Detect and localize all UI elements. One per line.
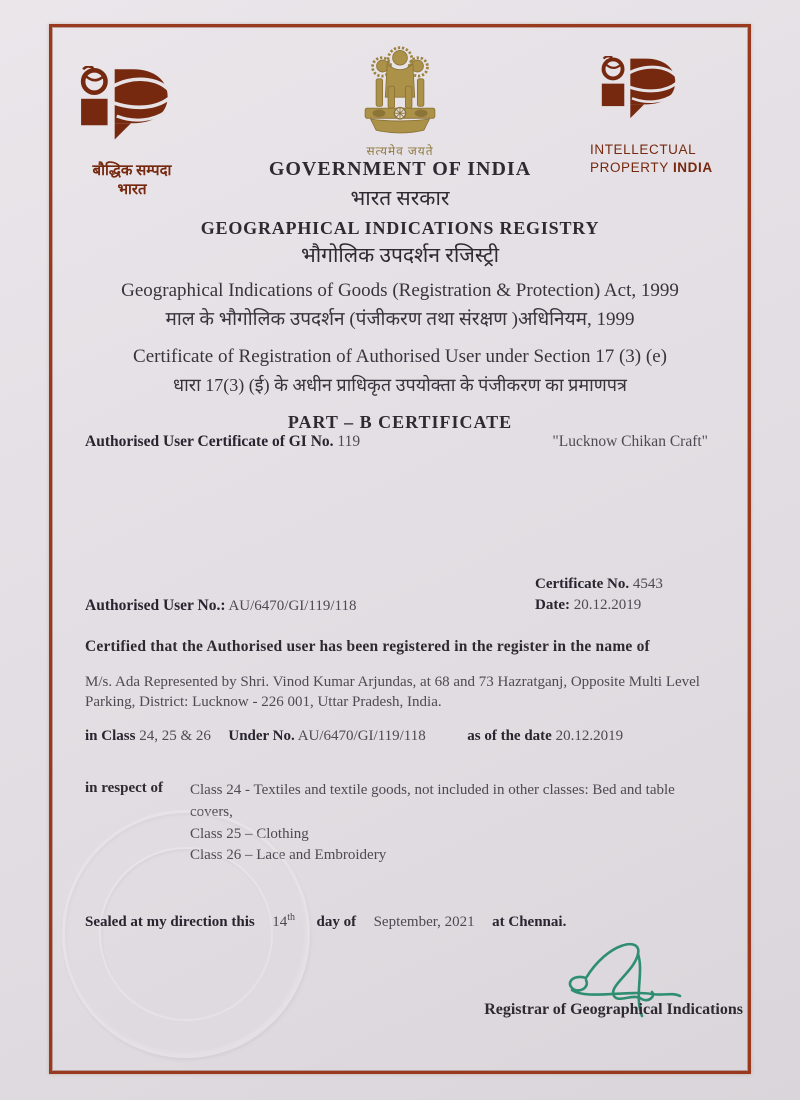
sealed-label-1: Sealed at my direction this xyxy=(85,914,255,930)
ip-india-caption-hindi-line1: बौद्धिक सम्पदा xyxy=(92,163,172,179)
class-line xyxy=(85,728,725,745)
act-title: Geographical Indications of Goods (Registration & Protection) Act, 1999 xyxy=(121,280,679,301)
certificate-number-value: 4543 xyxy=(632,576,663,592)
gi-number-value: 119 xyxy=(337,433,361,450)
class-26-description: Class 26 – Lace and Embroidery xyxy=(190,847,387,864)
national-emblem xyxy=(336,40,464,159)
gi-name: "Lucknow Chikan Craft" xyxy=(552,433,708,450)
class-25-description: Class 25 – Clothing xyxy=(190,825,309,842)
section-title: Certificate of Registration of Authorised User under Section 17 (3) (e) xyxy=(133,346,667,367)
lion-capital-icon xyxy=(345,40,455,136)
as-of-date-value: 20.12.2019 xyxy=(555,728,624,744)
certified-statement: Certified that the Authorised user has been registered in the register in the name of xyxy=(85,638,650,655)
certificate-meta xyxy=(535,574,663,616)
title-block xyxy=(0,158,800,433)
certificate-number-line xyxy=(535,574,663,595)
class-label: in Class xyxy=(85,728,136,744)
sealed-label-3: at Chennai. xyxy=(492,914,567,930)
government-of-india-title-hindi: भारत सरकार xyxy=(350,186,450,210)
gi-number-line xyxy=(85,433,708,451)
embossed-seal xyxy=(62,810,310,1058)
certificate-number-label: Certificate No. xyxy=(535,576,630,592)
authorised-user-number-line xyxy=(85,597,357,615)
sealed-day: 14th xyxy=(272,912,295,930)
ip-monogram-icon xyxy=(590,56,700,132)
under-number-label: Under No. xyxy=(228,728,295,744)
act-title-hindi: माल के भौगोलिक उपदर्शन (पंजीकरण तथा संरक्षण )अधिनियम, 1999 xyxy=(165,309,635,330)
ip-india-caption-property: PROPERTY xyxy=(590,160,669,175)
registrant-details: M/s. Ada Represented by Shri. Vinod Kumar Arjundas, at 68 and 73 Hazratganj, Opposite Multi Level Parking, District: Lucknow - 226 001, Uttar Pradesh, India. xyxy=(85,674,700,711)
registrar-title: Registrar of Geographical Indications xyxy=(484,1001,743,1018)
authorised-user-number-label: Authorised User No.: xyxy=(85,597,226,614)
part-b-certificate-title: PART – B CERTIFICATE xyxy=(287,412,513,432)
section-title-hindi: धारा 17(3) (ई) के अधीन प्राधिकृत उपयोक्ता के पंजीकरण का प्रमाणपत्र xyxy=(173,375,627,395)
certificate-date-value: 20.12.2019 xyxy=(573,597,642,613)
certificate-date-line xyxy=(535,595,663,616)
sealed-day-suffix: th xyxy=(287,912,295,923)
sealed-statement xyxy=(85,912,566,931)
as-of-date-label: as of the date xyxy=(467,728,552,744)
gi-registry-title-hindi: भौगोलिक उपदर्शन रजिस्ट्री xyxy=(300,243,500,267)
embossed-seal-inner-ring xyxy=(99,847,273,1021)
gi-number-label: Authorised User Certificate of GI No. xyxy=(85,433,334,450)
authorised-user-number-value: AU/6470/GI/119/118 xyxy=(228,598,357,614)
under-number-value: AU/6470/GI/119/118 xyxy=(297,728,426,744)
ip-india-caption-hindi-line2: भारत xyxy=(117,182,147,198)
certificate-date-label: Date: xyxy=(535,597,570,613)
government-of-india-title: GOVERNMENT OF INDIA xyxy=(268,158,532,180)
ip-india-caption-en-line1: INTELLECTUAL xyxy=(590,142,697,157)
sealed-date: September, 2021 xyxy=(373,914,475,930)
gi-number-left xyxy=(85,433,360,451)
class-value: 24, 25 & 26 xyxy=(139,728,211,744)
gi-registry-title: GEOGRAPHICAL INDICATIONS REGISTRY xyxy=(200,218,600,238)
class-24-description: Class 24 - Textiles and textile goods, not included in other classes: Bed and table covers, xyxy=(190,782,675,820)
in-respect-of-label: in respect of xyxy=(85,780,164,796)
ip-india-caption-india: INDIA xyxy=(672,160,713,175)
emblem-motto: सत्यमेव जयते xyxy=(366,144,434,158)
sealed-label-2: day of xyxy=(316,914,357,930)
ip-monogram-icon xyxy=(76,66,188,156)
